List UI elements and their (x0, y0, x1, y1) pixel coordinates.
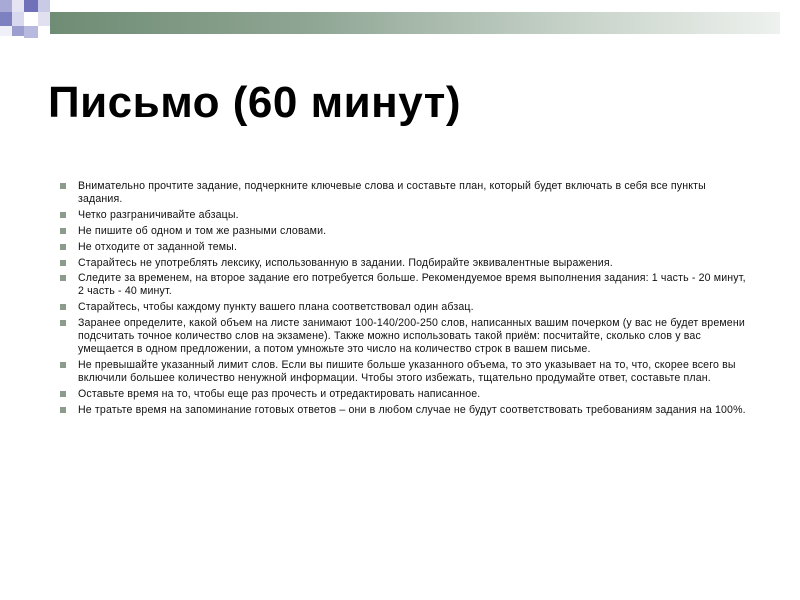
square-bullet-icon (60, 304, 66, 310)
decor-square (12, 26, 24, 36)
bullet-text: Четко разграничивайте абзацы. (78, 208, 239, 221)
decor-square (24, 12, 38, 26)
square-bullet-icon (60, 275, 66, 281)
bullet-item (60, 388, 750, 401)
decor-square (0, 0, 12, 12)
bullet-item (60, 404, 750, 417)
decor-square (38, 12, 50, 26)
square-bullet-icon (60, 244, 66, 250)
square-bullet-icon (60, 320, 66, 326)
bullet-text: Не тратьте время на запоминание готовых ответов – они в любом случае не будут соответствовать требованиям задания на 100%. (78, 403, 746, 416)
bullet-text: Оставьте время на то, чтобы еще раз прочесть и отредактировать написанное. (78, 387, 481, 400)
header-gradient-bar (50, 12, 780, 34)
bullet-list (60, 180, 750, 420)
bullet-item (60, 257, 750, 270)
bullet-item (60, 209, 750, 222)
square-bullet-icon (60, 212, 66, 218)
slide-title: Письмо (60 минут) (48, 78, 461, 127)
bullet-text: Следите за временем, на второе задание его потребуется больше. Рекомендуемое время выполнения задания: 1 часть - 20 минут, 2 часть - 40 минут. (78, 272, 746, 298)
decor-square (12, 0, 24, 12)
bullet-text: Заранее определите, какой объем на листе занимают 100-140/200-250 слов, написанных вашим почерком (у вас не будет времени подсчитать точное количество слов на экзамене). Также можно использовать такой приём: посчитайте, сколько слов у вас умещается в одном предложении, а потом умножьте это число на количество строк в вашем письме. (78, 317, 745, 355)
bullet-text: Старайтесь, чтобы каждому пункту вашего плана соответствовал один абзац. (78, 301, 474, 314)
bullet-item (60, 317, 750, 356)
bullet-item (60, 272, 750, 298)
bullet-text: Не превышайте указанный лимит слов. Если вы пишите больше указанного объема, то это указывает на то, что, скорее всего вы включили большее количество ненужной информации. Чтобы этого избежать, тщательно продумайте ответ, составьте план. (78, 358, 736, 384)
decor-square (24, 26, 38, 38)
bullet-text: Не пишите об одном и том же разными словами. (78, 224, 327, 237)
decor-square (0, 26, 12, 36)
bullet-text: Старайтесь не употреблять лексику, использованную в задании. Подбирайте эквивалентные выражения. (78, 256, 613, 269)
decor-square (0, 12, 12, 26)
bullet-item (60, 359, 750, 385)
square-bullet-icon (60, 362, 66, 368)
decor-square (38, 0, 50, 12)
square-bullet-icon (60, 228, 66, 234)
bullet-item (60, 225, 750, 238)
bullet-item (60, 241, 750, 254)
decor-square (24, 0, 38, 12)
square-bullet-icon (60, 407, 66, 413)
bullet-item (60, 301, 750, 314)
square-bullet-icon (60, 183, 66, 189)
square-bullet-icon (60, 391, 66, 397)
square-bullet-icon (60, 260, 66, 266)
bullet-text: Внимательно прочтите задание, подчеркните ключевые слова и составьте план, который будет включать в себя все пункты задания. (78, 180, 706, 205)
bullet-text: Не отходите от заданной темы. (78, 240, 238, 253)
bullet-item (60, 180, 750, 206)
decor-square (12, 12, 24, 26)
